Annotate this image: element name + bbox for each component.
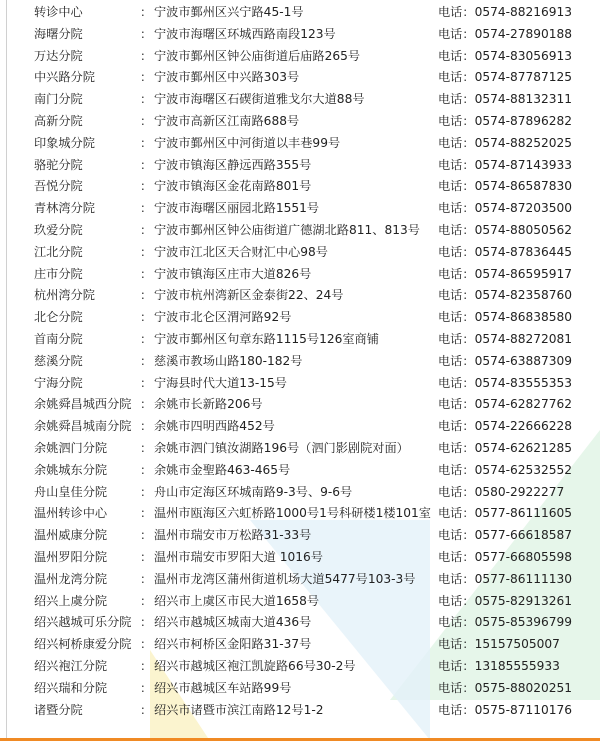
branch-name: 骆驼分院 (34, 157, 83, 172)
branch-name: 慈溪分院 (34, 353, 83, 368)
phone-label: 电话： (438, 353, 475, 368)
name-separator: ： (140, 680, 153, 695)
name-separator: ： (140, 440, 153, 455)
branch-row (0, 329, 600, 351)
branch-name: 玖爱分院 (34, 222, 83, 237)
branch-address: 温州市瓯海区六虹桥路1000号1号科研楼1楼101室 (154, 506, 431, 521)
branch-address: 宁波市江北区天合财汇中心98号 (154, 244, 328, 259)
name-separator: ： (140, 397, 153, 412)
branch-row (0, 264, 600, 286)
phone-number: 0575-85396799 (474, 615, 573, 630)
name-separator: ： (140, 266, 153, 281)
branch-address: 宁波市鄞州区中河街道以丰巷99号 (154, 135, 341, 150)
branch-row (0, 656, 600, 678)
branch-phone (438, 678, 572, 700)
branch-phone (438, 198, 572, 220)
branch-name: 宁海分院 (34, 375, 83, 390)
branch-name: 转诊中心 (34, 5, 83, 19)
branch-address: 宁波市鄞州区中兴路303号 (154, 70, 300, 85)
branch-row (0, 678, 600, 700)
branch-row (0, 525, 600, 547)
branch-phone (438, 351, 572, 373)
branch-name: 余姚泗门分院 (34, 440, 108, 455)
branch-name: 印象城分院 (34, 135, 95, 150)
branch-name: 庄市分院 (34, 266, 83, 281)
branch-row (0, 111, 600, 133)
branch-address: 余姚市泗门镇汝湖路196号（泗门影剧院对面） (154, 440, 409, 455)
phone-label: 电话： (438, 571, 475, 586)
phone-label: 电话： (438, 288, 475, 303)
branch-address: 舟山市定海区环城南路9-3号、9-6号 (154, 484, 353, 499)
name-separator: ： (140, 288, 153, 303)
branch-row (0, 46, 600, 68)
name-separator: ： (140, 462, 153, 477)
branch-name: 绍兴袍江分院 (34, 658, 108, 673)
branch-address: 余姚市金聖路463-465号 (154, 462, 291, 477)
phone-label: 电话： (438, 201, 475, 216)
branch-row (0, 2, 600, 24)
phone-label: 电话： (438, 680, 475, 695)
branch-address: 宁波市镇海区静远西路355号 (154, 157, 312, 172)
branch-address: 宁波市杭州湾新区金泰街22、24号 (154, 288, 344, 303)
phone-label: 电话： (438, 506, 475, 521)
phone-number: 0574-62532552 (474, 462, 573, 477)
phone-label: 电话： (438, 113, 475, 128)
branch-name: 南门分院 (34, 92, 83, 107)
phone-label: 电话： (438, 462, 475, 477)
branch-phone (438, 394, 572, 416)
branch-name: 青林湾分院 (34, 201, 95, 216)
name-separator: ： (140, 506, 153, 521)
phone-number: 13185555933 (474, 658, 560, 673)
phone-number: 0574-88216913 (474, 5, 573, 19)
branch-row (0, 460, 600, 482)
branch-name: 温州龙湾分院 (34, 571, 108, 586)
phone-label: 电话： (438, 397, 475, 412)
branch-phone (438, 634, 560, 656)
branch-row (0, 416, 600, 438)
branch-address: 宁波市高新区江南路688号 (154, 113, 300, 128)
name-separator: ： (140, 375, 153, 390)
phone-number: 0574-87143933 (474, 157, 573, 172)
phone-label: 电话： (438, 440, 475, 455)
branch-phone (438, 46, 572, 68)
branch-row (0, 24, 600, 46)
branch-row (0, 438, 600, 460)
phone-label: 电话： (438, 658, 475, 673)
name-separator: ： (140, 70, 153, 85)
name-separator: ： (140, 528, 153, 543)
branch-row (0, 503, 600, 525)
phone-number: 0574-87836445 (474, 244, 573, 259)
branch-row (0, 351, 600, 373)
branch-phone (438, 416, 572, 438)
name-separator: ： (140, 637, 153, 652)
branch-row (0, 176, 600, 198)
branch-address: 绍兴市柯桥区金阳路31-37号 (154, 637, 312, 652)
branch-phone (438, 176, 572, 198)
phone-label: 电话： (438, 615, 475, 630)
branch-phone (438, 525, 572, 547)
branch-phone (438, 329, 572, 351)
phone-number: 0577-86111605 (474, 506, 573, 521)
branch-name: 余姚舜昌城南分院 (34, 419, 132, 434)
name-separator: ： (140, 157, 153, 172)
branch-address: 绍兴市越城区车站路99号 (154, 680, 292, 695)
branch-row (0, 242, 600, 264)
branch-name: 中兴路分院 (34, 70, 95, 85)
branch-phone (438, 700, 572, 722)
phone-label: 电话： (438, 48, 475, 63)
branch-name: 绍兴越城可乐分院 (34, 615, 132, 630)
branch-phone (438, 285, 572, 307)
phone-label: 电话： (438, 244, 475, 259)
name-separator: ： (140, 593, 153, 608)
phone-number: 0574-88272081 (474, 331, 573, 346)
branch-phone (438, 264, 572, 286)
branch-row (0, 133, 600, 155)
phone-label: 电话： (438, 331, 475, 346)
phone-number: 0574-88132311 (474, 92, 573, 107)
branch-row (0, 373, 600, 395)
phone-label: 电话： (438, 637, 475, 652)
name-separator: ： (140, 179, 153, 194)
phone-number: 0574-63887309 (474, 353, 573, 368)
phone-number: 0574-83555353 (474, 375, 573, 390)
branch-row (0, 482, 600, 504)
phone-number: 0574-87787125 (474, 70, 573, 85)
branch-address: 温州市龙湾区蒲州街道机场大道5477号103-3号 (154, 571, 416, 586)
name-separator: ： (140, 135, 153, 150)
phone-label: 电话： (438, 484, 475, 499)
phone-number: 0574-88252025 (474, 135, 573, 150)
name-separator: ： (140, 702, 153, 717)
branch-row (0, 591, 600, 613)
name-separator: ： (140, 5, 153, 19)
branch-name: 余姚城东分院 (34, 462, 108, 477)
branch-phone (438, 460, 572, 482)
branch-row (0, 569, 600, 591)
name-separator: ： (140, 353, 153, 368)
name-separator: ： (140, 222, 153, 237)
phone-number: 0574-87896282 (474, 113, 573, 128)
branch-name: 绍兴上虞分院 (34, 593, 108, 608)
name-separator: ： (140, 113, 153, 128)
branch-row (0, 634, 600, 656)
branch-row (0, 394, 600, 416)
branch-phone (438, 67, 572, 89)
branch-name: 吾悦分院 (34, 179, 83, 194)
name-separator: ： (140, 92, 153, 107)
name-separator: ： (140, 658, 153, 673)
branch-phone (438, 155, 572, 177)
phone-label: 电话： (438, 70, 475, 85)
branch-address: 宁波市海曙区石碶街道雅戈尔大道88号 (154, 92, 365, 107)
branch-row (0, 285, 600, 307)
branch-phone (438, 569, 572, 591)
branch-phone (438, 482, 564, 504)
phone-number: 0574-86587830 (474, 179, 573, 194)
branch-phone (438, 307, 572, 329)
branch-address: 宁波市鄞州区兴宁路45-1号 (154, 5, 304, 19)
name-separator: ： (140, 484, 153, 499)
branch-address: 宁波市鄞州区钟公庙街道后庙路265号 (154, 48, 361, 63)
branch-name: 江北分院 (34, 244, 83, 259)
phone-label: 电话： (438, 5, 475, 19)
phone-number: 0574-83056913 (474, 48, 573, 63)
phone-label: 电话： (438, 593, 475, 608)
branch-name: 海曙分院 (34, 26, 83, 41)
branch-name: 诸暨分院 (34, 702, 83, 717)
phone-number: 0574-87203500 (474, 201, 573, 216)
name-separator: ： (140, 48, 153, 63)
branch-address: 绍兴市诸暨市滨江南路12号1-2 (154, 702, 324, 717)
branch-address: 宁波市北仑区渭河路92号 (154, 310, 292, 325)
branch-phone (438, 89, 572, 111)
branch-row (0, 307, 600, 329)
branch-phone (438, 612, 572, 634)
name-separator: ： (140, 26, 153, 41)
branch-phone (438, 242, 572, 264)
branch-row (0, 89, 600, 111)
branch-name: 余姚舜昌城西分院 (34, 397, 132, 412)
name-separator: ： (140, 310, 153, 325)
phone-label: 电话： (438, 266, 475, 281)
name-separator: ： (140, 419, 153, 434)
branch-phone (438, 133, 572, 155)
phone-label: 电话： (438, 222, 475, 237)
phone-label: 电话： (438, 157, 475, 172)
name-separator: ： (140, 549, 153, 564)
phone-number: 0574-86838580 (474, 310, 573, 325)
branch-phone (438, 656, 560, 678)
phone-number: 0574-88050562 (474, 222, 573, 237)
phone-number: 0574-62621285 (474, 440, 573, 455)
branch-address: 余姚市四明西路452号 (154, 419, 275, 434)
branch-address: 宁波市镇海区金花南路801号 (154, 179, 312, 194)
phone-number: 0577-66805598 (474, 549, 573, 564)
phone-number: 0580-2922277 (474, 484, 565, 499)
phone-label: 电话： (438, 135, 475, 150)
branch-phone (438, 24, 572, 46)
branch-address: 宁波市镇海区庄市大道826号 (154, 266, 312, 281)
branch-list (0, 2, 600, 721)
branch-row (0, 220, 600, 242)
branch-address: 宁波市海曙区丽园北路1551号 (154, 201, 320, 216)
branch-name: 高新分院 (34, 113, 83, 128)
phone-label: 电话： (438, 702, 475, 717)
phone-number: 0577-86111130 (474, 571, 573, 586)
name-separator: ： (140, 615, 153, 630)
branch-name: 温州威康分院 (34, 528, 108, 543)
phone-label: 电话： (438, 375, 475, 390)
name-separator: ： (140, 571, 153, 586)
branch-phone (438, 591, 572, 613)
phone-label: 电话： (438, 26, 475, 41)
branch-name: 杭州湾分院 (34, 288, 95, 303)
branch-row (0, 67, 600, 89)
branch-name: 首南分院 (34, 331, 83, 346)
branch-name: 绍兴柯桥康爱分院 (34, 637, 132, 652)
branch-address: 温州市瑞安市万松路31-33号 (154, 528, 312, 543)
branch-phone (438, 438, 572, 460)
branch-name: 绍兴瑞和分院 (34, 680, 108, 695)
branch-name: 北仑分院 (34, 310, 83, 325)
phone-number: 0574-86595917 (474, 266, 573, 281)
branch-phone (438, 373, 572, 395)
branch-row (0, 198, 600, 220)
branch-address: 绍兴市越城区城南大道436号 (154, 615, 312, 630)
branch-address: 绍兴市越城区袍江凯旋路66号30-2号 (154, 658, 356, 673)
phone-label: 电话： (438, 528, 475, 543)
phone-number: 0575-87110176 (474, 702, 573, 717)
branch-address: 宁波市鄞州区钟公庙街道广德湖北路811、813号 (154, 222, 420, 237)
branch-row (0, 700, 600, 722)
phone-number: 0577-66618587 (474, 528, 573, 543)
branch-phone (438, 2, 572, 24)
phone-number: 0574-62827762 (474, 397, 573, 412)
branch-name: 舟山皇佳分院 (34, 484, 108, 499)
branch-address: 温州市瑞安市罗阳大道 1016号 (154, 549, 323, 564)
phone-label: 电话： (438, 549, 475, 564)
branch-phone (438, 547, 572, 569)
phone-number: 0574-27890188 (474, 26, 573, 41)
branch-row (0, 612, 600, 634)
phone-label: 电话： (438, 179, 475, 194)
name-separator: ： (140, 201, 153, 216)
phone-number: 0574-22666228 (474, 419, 573, 434)
branch-address: 宁海县时代大道13-15号 (154, 375, 287, 390)
phone-number: 0575-88020251 (474, 680, 573, 695)
branch-phone (438, 111, 572, 133)
branch-name: 温州转诊中心 (34, 506, 108, 521)
phone-number: 0574-82358760 (474, 288, 573, 303)
branch-phone (438, 220, 572, 242)
branch-address: 绍兴市上虞区市民大道1658号 (154, 593, 320, 608)
branch-address: 慈溪市教场山路180-182号 (154, 353, 303, 368)
branch-address: 余姚市长新路206号 (154, 397, 263, 412)
branch-phone (438, 503, 572, 525)
phone-label: 电话： (438, 310, 475, 325)
phone-label: 电话： (438, 419, 475, 434)
branch-name: 万达分院 (34, 48, 83, 63)
branch-row (0, 155, 600, 177)
phone-label: 电话： (438, 92, 475, 107)
phone-number: 0575-82913261 (474, 593, 573, 608)
name-separator: ： (140, 244, 153, 259)
branch-address: 宁波市鄞州区句章东路1115号126室商铺 (154, 331, 379, 346)
branch-name: 温州罗阳分院 (34, 549, 108, 564)
branch-row (0, 547, 600, 569)
name-separator: ： (140, 331, 153, 346)
branch-address: 宁波市海曙区环城西路南段123号 (154, 26, 336, 41)
phone-number: 15157505007 (474, 637, 560, 652)
